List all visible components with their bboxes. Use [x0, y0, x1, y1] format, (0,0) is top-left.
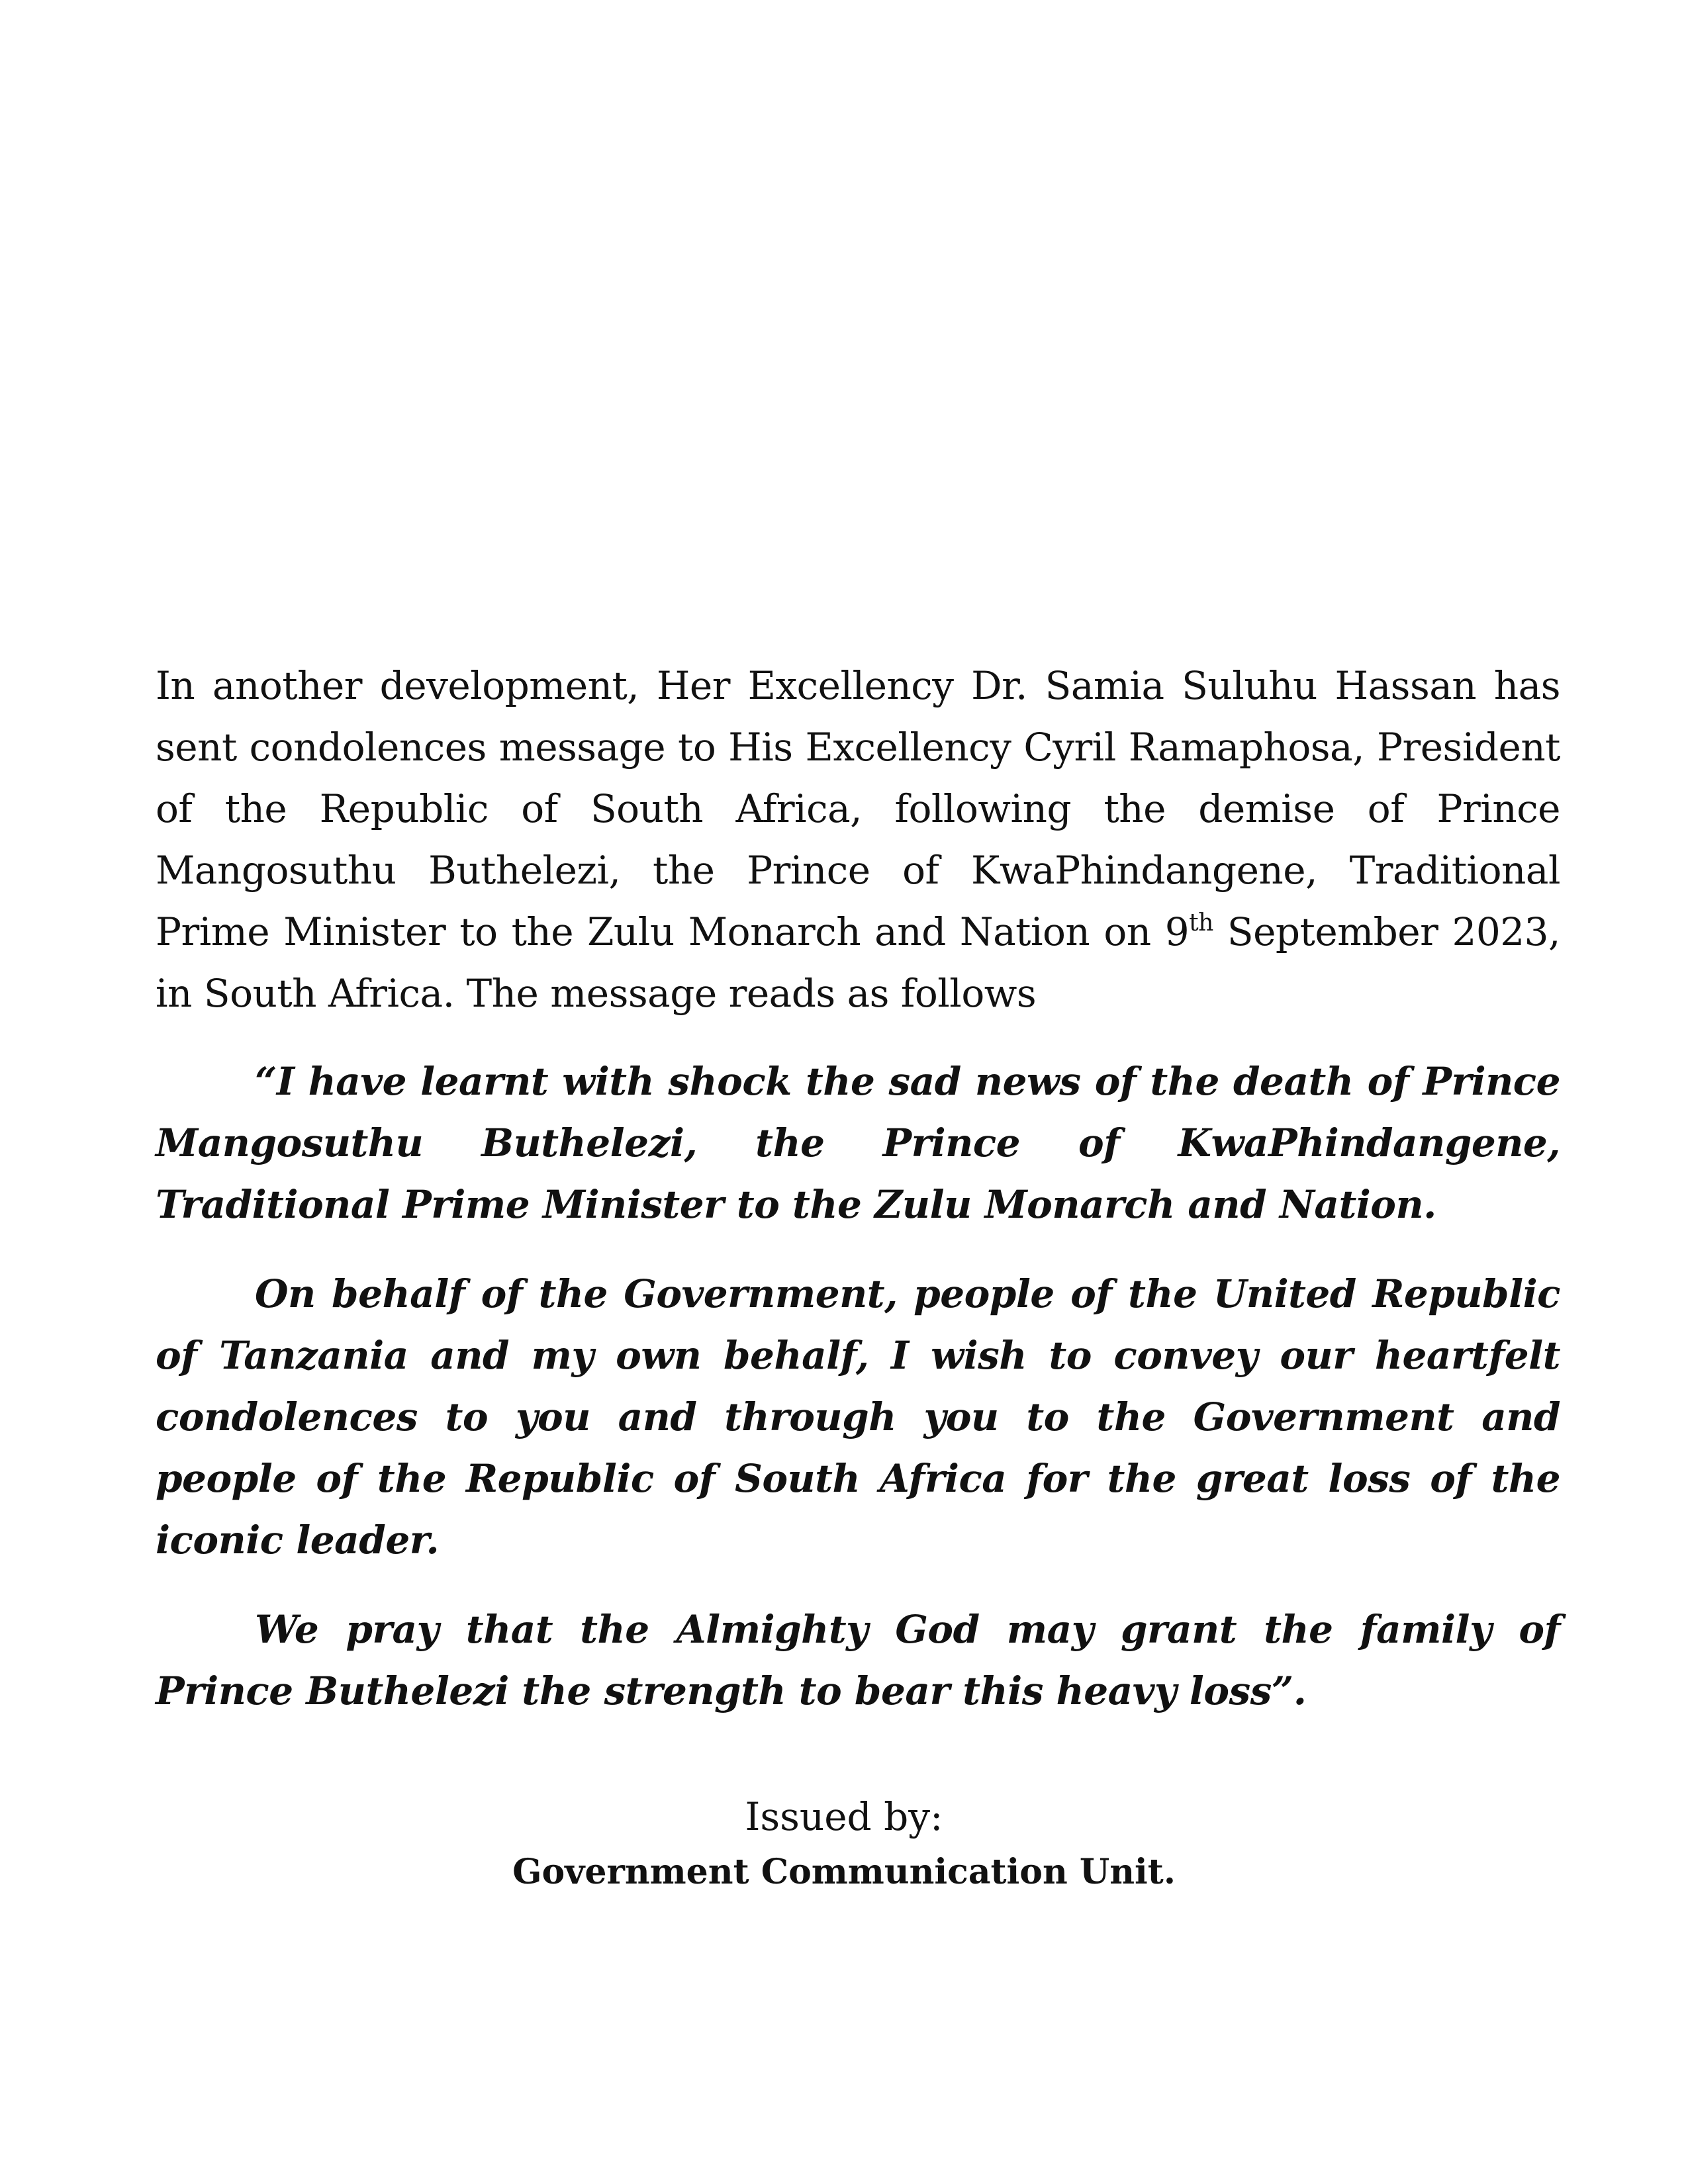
intro-text: In another development, Her Excellency Dr. Samia Suluhu Hassan has sent condolences message to His Excellency Cyril Ramaphosa, President of the Republic of South Africa, following the demise of Prince Mangosuthu Buthelezi, the Prince of KwaPhindangene, Traditional Prime Minister to the Zulu Monarch and Nation on 9	[156, 663, 1560, 954]
intro-text-continued: September 2023, in South Africa. The message reads as follows	[156, 909, 1560, 1016]
intro-paragraph	[156, 655, 1560, 1024]
statement-body	[156, 655, 1560, 1750]
issuer-name: Government Communication Unit.	[512, 1852, 1176, 1892]
date-ordinal-suffix: th	[1189, 909, 1213, 936]
quote-paragraph-2: On behalf of the Government, people of the United Republic of Tanzania and my own behalf, I wish to convey our heartfelt condolences to you and through you to the Government and people of the Republic of South Africa for the great loss of the iconic leader.	[156, 1271, 1560, 1563]
quote-paragraph-1: “I have learnt with shock the sad news of the death of Prince Mangosuthu Buthelezi, the Prince of KwaPhindangene, Traditional Prime Minister to the Zulu Monarch and Nation.	[156, 1059, 1560, 1227]
issuer-block	[0, 1790, 1688, 1899]
issued-by-label: Issued by:	[745, 1794, 943, 1839]
quote-paragraph-3: We pray that the Almighty God may grant the family of Prince Buthelezi the strength to bear this heavy loss”.	[156, 1607, 1560, 1713]
